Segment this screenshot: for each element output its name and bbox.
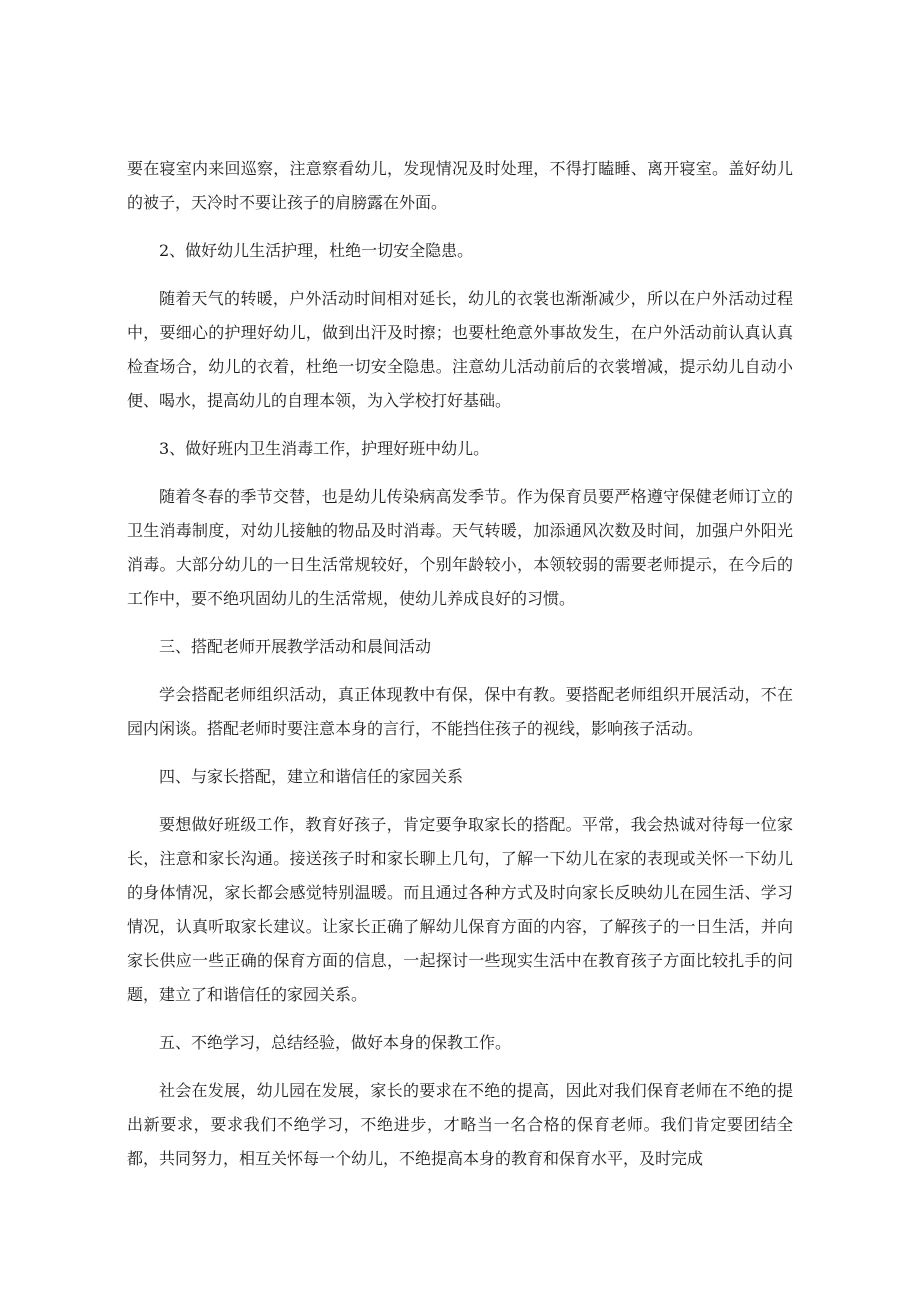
section-heading-san: 三、搭配老师开展教学活动和晨间活动 xyxy=(159,637,432,656)
paragraph-continuation: 要在寝室内来回巡察，注意察看幼儿，发现情况及时处理，不得打瞌睡、离开寝室。盖好幼儿的被子，天冷时不要让孩子的肩膀露在外面。 xyxy=(127,159,793,212)
paragraph-life-care: 随着天气的转暖，户外活动时间相对延长，幼儿的衣裳也渐渐减少，所以在户外活动过程中，要细心的护理好幼儿，做到出汗及时擦；也要杜绝意外事故发生，在户外活动前认真认真检查场合，幼儿的衣着，杜绝一切安全隐患。注意幼儿活动前后的衣裳增减，提示幼儿自动小便、喝水，提高幼儿的自理本领，为入学校打好基础。 xyxy=(127,289,793,410)
paragraph-learning: 社会在发展，幼儿园在发展，家长的要求在不绝的提高，因此对我们保育老师在不绝的提出新要求，要求我们不绝学习，不绝进步，才略当一名合格的保育老师。我们肯定要团结全都，共同努力，相互关怀每一个幼儿，不绝提高本身的教育和保育水平，及时完成 xyxy=(127,1081,793,1168)
section-heading-2: 2、做好幼儿生活护理，杜绝一切安全隐患。 xyxy=(159,241,474,260)
document-body xyxy=(127,152,793,1176)
section-heading-3: 3、做好班内卫生消毒工作，护理好班中幼儿。 xyxy=(159,439,490,458)
paragraph-parents: 要想做好班级工作，教育好孩子，肯定要争取家长的搭配。平常，我会热诚对待每一位家长，注意和家长沟通。接送孩子时和家长聊上几句，了解一下幼儿在家的表现或关怀一下幼儿的身体情况，家长都会感觉特别温暖。而且通过各种方式及时向家长反映幼儿在园生活、学习情况，认真听取家长建议。让家长正确了解幼儿保育方面的内容，了解孩子的一日生活，并向家长供应一些正确的保育方面的信息，一起探讨一些现实生活中在教育孩子方面比较扎手的问题，建立了和谐信任的家园关系。 xyxy=(127,815,793,1004)
section-heading-si: 四、与家长搭配，建立和谐信任的家园关系 xyxy=(159,767,464,786)
paragraph-hygiene: 随着冬春的季节交替，也是幼儿传染病高发季节。作为保育员要严格遵守保健老师订立的卫生消毒制度，对幼儿接触的物品及时消毒。天气转暖，加添通风次数及时间，加强户外阳光消毒。大部分幼儿的一日生活常规较好，个别年龄较小，本领较弱的需要老师提示，在今后的工作中，要不绝巩固幼儿的生活常规，使幼儿养成良好的习惯。 xyxy=(127,487,793,608)
section-heading-wu: 五、不绝学习，总结经验，做好本身的保教工作。 xyxy=(159,1033,512,1052)
paragraph-teaching: 学会搭配老师组织活动，真正体现教中有保，保中有教。要搭配老师组织开展活动，不在园内闲谈。搭配老师时要注意本身的言行，不能挡住孩子的视线，影响孩子活动。 xyxy=(127,685,793,738)
